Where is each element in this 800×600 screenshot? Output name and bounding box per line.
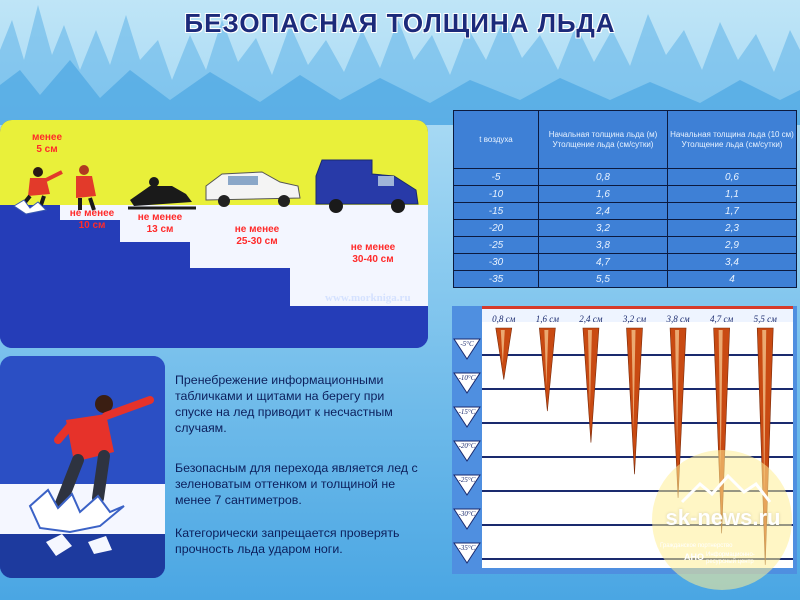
poster-title: БЕЗОПАСНАЯ ТОЛЩИНА ЛЬДА	[184, 8, 616, 38]
table-cell: 1,1	[668, 186, 797, 203]
ice-thickness-stairs-panel	[0, 120, 428, 348]
table-header-air-temp: t воздуха	[454, 111, 539, 169]
temperature-label: -20°C	[458, 442, 476, 450]
icicle-label: 1,6 см	[535, 314, 559, 324]
temperature-label: -25°C	[458, 476, 476, 484]
step-label-2: не менее 10 см	[69, 208, 115, 231]
temperature-label: -10°C	[458, 374, 476, 382]
table-cell: -15	[454, 203, 539, 220]
table-cell: 5,5	[539, 271, 668, 288]
temperature-label: -35°C	[458, 544, 476, 552]
table-row	[454, 186, 797, 203]
table-cell: 2,3	[668, 220, 797, 237]
step-label-4: не менее 25-30 см	[234, 224, 280, 247]
step-label-5: не менее 30-40 см	[350, 242, 396, 265]
table-cell: -30	[454, 254, 539, 271]
advice-paragraph-2: Безопасным для перехода является лед с зеленоватым оттенком и толщиной не менее 7 сантиметров.	[175, 461, 418, 507]
advice-paragraph-3: Категорически запрещается проверять прочность льда ударом ноги.	[175, 526, 400, 556]
icicle-label: 5,5 см	[753, 314, 777, 324]
ice-growth-table	[453, 110, 797, 288]
icicle-label: 2,4 см	[579, 314, 603, 324]
watermark: www.morkniga.ru	[325, 292, 411, 304]
advice-paragraph-1: Пренебрежение информационными табличками и щитами на берегу при спуске на лед приводит к несчастным случаям.	[175, 373, 393, 435]
table-cell: -5	[454, 169, 539, 186]
table-header-initial-10cm: Начальная толщина льда (10 см) Утолщение льда (см/сутки)	[668, 111, 797, 169]
step-label-1: менее 5 см	[31, 132, 63, 155]
table-row	[454, 271, 797, 288]
logo-line-1: Гражданское портнерство	[660, 543, 733, 549]
table-row	[454, 203, 797, 220]
temperature-label: -30°C	[458, 510, 476, 518]
table-cell: 0,6	[668, 169, 797, 186]
table-row	[454, 254, 797, 271]
table-cell: 3,2	[539, 220, 668, 237]
table-cell: 0,8	[539, 169, 668, 186]
table-cell: -20	[454, 220, 539, 237]
temperature-label: -15°C	[458, 408, 476, 416]
table-cell: 3,4	[668, 254, 797, 271]
icicle-label: 0,8 см	[492, 314, 516, 324]
person-breaking-ice-illustration	[0, 356, 165, 578]
temperature-label: -5°C	[460, 340, 474, 348]
chart-top-bar	[482, 306, 793, 309]
logo-org: АНО	[684, 552, 704, 562]
table-header-initial-m: Начальная толщина льда (м) Утолщение льда (см/сутки)	[539, 111, 668, 169]
table-cell: 1,6	[539, 186, 668, 203]
table-cell: -35	[454, 271, 539, 288]
logo-line-3: ресурсный центр	[706, 559, 754, 565]
table-cell: -10	[454, 186, 539, 203]
table-cell: -25	[454, 237, 539, 254]
icicle-label: 4,7 см	[710, 314, 734, 324]
person-breaking-ice-panel	[0, 356, 165, 578]
table-cell: 4,7	[539, 254, 668, 271]
step-label-3: не менее 13 см	[137, 212, 183, 235]
table-row	[454, 237, 797, 254]
table-cell: 2,9	[668, 237, 797, 254]
table-cell: 1,7	[668, 203, 797, 220]
logo-line-2: Информационно-	[706, 552, 755, 558]
table-cell: 3,8	[539, 237, 668, 254]
table-cell: 4	[668, 271, 797, 288]
table-row	[454, 169, 797, 186]
table-row	[454, 220, 797, 237]
icicle-label: 3,8 см	[666, 314, 690, 324]
table-cell: 2,4	[539, 203, 668, 220]
logo-site-name: sk-news.ru	[665, 505, 781, 530]
icicle-label: 3,2 см	[622, 314, 647, 324]
table-header-row	[454, 111, 797, 169]
